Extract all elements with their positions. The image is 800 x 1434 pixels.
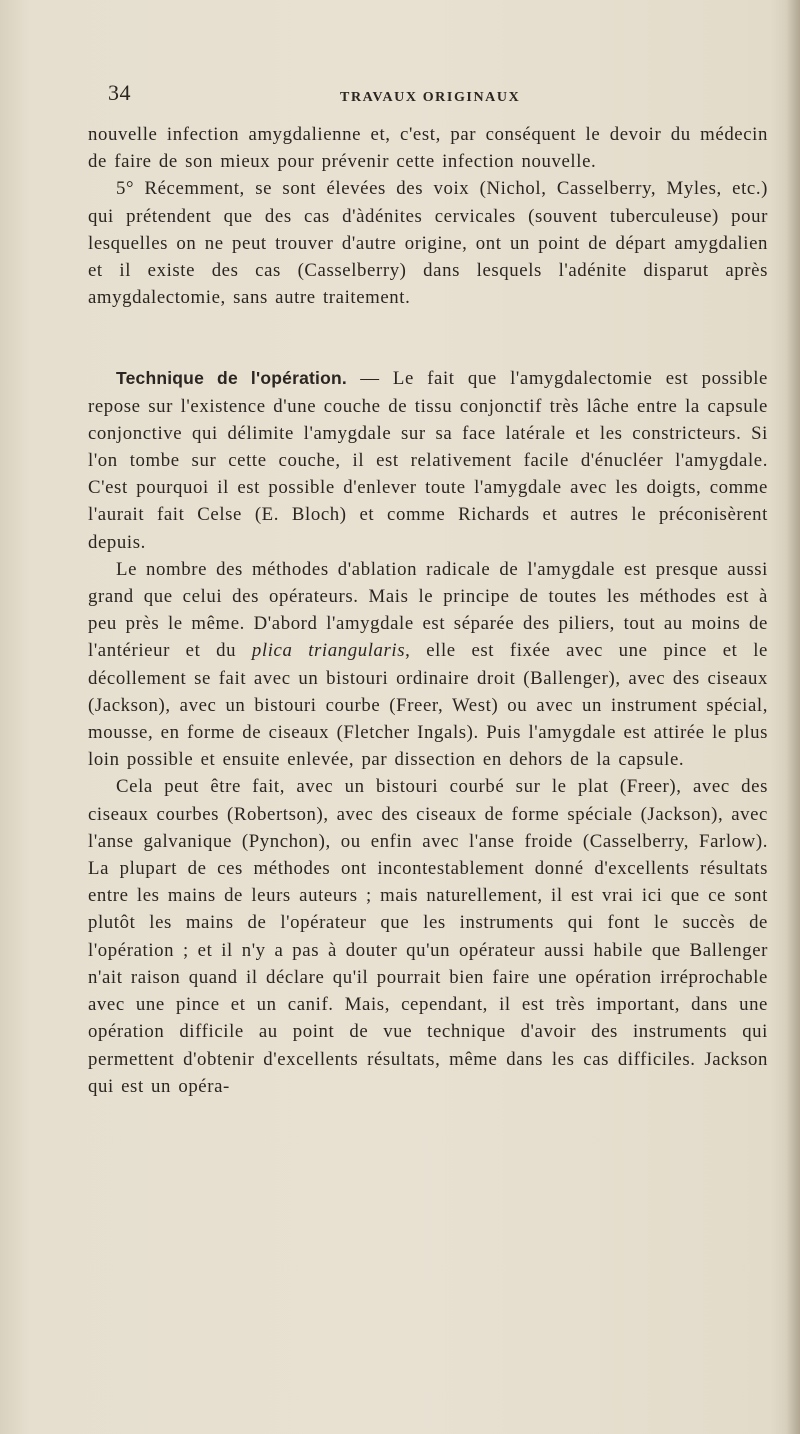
paragraph-methods-text-1: Le nombre des méthodes d'ablation radicale de l'amygdale est presque aussi grand que celui des opérateurs. Mais le principe de toutes les méthodes est à peu près le même. D'abord l'amygdale est séparée des piliers, tout au moins de l'antérieur et du — [88, 558, 768, 662]
paragraph-technique — [88, 365, 768, 555]
paragraph-methods — [88, 556, 768, 774]
paragraph-technique-text: — Le fait que l'amygdalectomie est possible repose sur l'existence d'une couche de tissu conjonctif très lâche entre la capsule conjonctive qui délimite l'amygdale sur sa face latérale et les constricteurs. Si l'on tombe sur cette couche, il est relativement facile d'énucléer l'amygdale. C'est pourquoi il est possible d'enlever toute l'amygdale avec les doigts, comme l'aurait fait Celse (E. Bloch) et comme Richards et autres le préconisèrent depuis. — [88, 368, 768, 553]
plica-triangularis-term: plica triangularis — [251, 640, 406, 662]
page-number: 34 — [108, 80, 131, 105]
running-head: TRAVAUX ORIGINAUX — [340, 90, 521, 105]
paragraph-methods-text-2: , elle est fixée avec une pince et le décollement se fait avec un bistouri ordinaire droit (Ballenger), avec des ciseaux (Jackson), avec un bistouri courbe (Freer, West) ou avec un instrument spécial, mousse, en forme de ciseaux (Fletcher Ingals). Puis l'amygdale est attirée le plus loin possible et ensuite enlevée, par dissection en dehors de la capsule. — [88, 640, 768, 771]
section-title: Technique de l'opération. — [116, 368, 347, 389]
section-gap — [88, 311, 768, 365]
paragraph-instruments: Cela peut être fait, avec un bistouri courbé sur le plat (Freer), avec des ciseaux courbes (Robertson), avec des ciseaux de forme spéciale (Jackson), avec l'anse galvanique (Pynchon), ou enfin avec l'anse froide (Casselberry, Farlow). La plupart de ces méthodes ont incontestablement donné d'excellents résultats entre les mains de leurs auteurs ; mais naturellement, il est vrai ici que ce sont plutôt les mains de l'opérateur que les instruments qui font le succès de l'opération ; et il n'y a pas à douter qu'un opérateur aussi habile que Ballenger n'ait raison quand il déclare qu'il pourrait bien faire une opération irréprochable avec une pince et un canif. Mais, cependant, il est très important, dans une opération difficile au point de vue technique d'avoir des instruments qui permettent d'obtenir d'excellents résultats, même dans les cas difficiles. Jackson qui est un opéra- — [88, 776, 768, 1097]
body-text — [88, 121, 768, 1100]
paragraph-point-5: 5° Récemment, se sont élevées des voix (Nichol, Casselberry, Myles, etc.) qui prétendent que des cas d'àdénites cervicales (souvent tuberculeuse) pour lesquelles on ne peut trouver d'autre origine, ont un point de départ amygdalien et il existe des cas (Casselberry) dans lesquels l'adénite disparut après amygdalectomie, sans autre traitement. — [88, 178, 768, 309]
page-edge-shadow — [786, 0, 800, 1434]
paragraph-continuation: nouvelle infection amygdalienne et, c'est, par conséquent le devoir du médecin de faire de son mieux pour prévenir cette infection nouvelle. — [88, 124, 768, 173]
